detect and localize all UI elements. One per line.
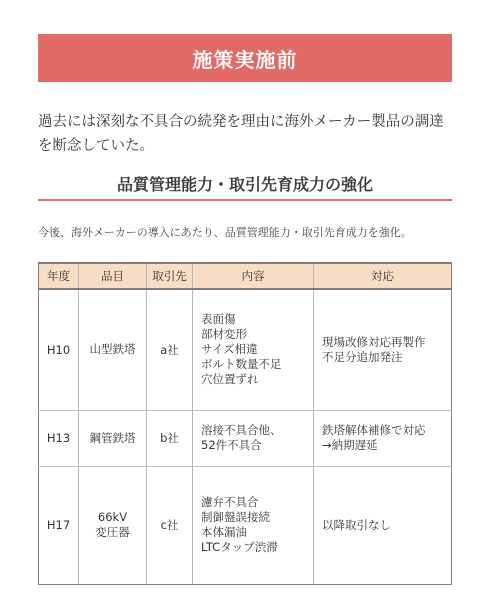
cell-response [314,289,452,410]
cell-response [314,410,452,466]
cell-year: H17 [39,466,79,584]
cell-response [314,466,452,584]
cell-content-line: 濾弁不具合 [201,495,259,509]
cell-content-line: ボルト数量不足 [201,357,282,372]
header-response: 対応 [314,263,452,289]
cell-content-line: LTCタップ渋滞 [201,540,278,554]
table-header-row [39,263,452,289]
header-year: 年度 [39,263,79,289]
cell-item [79,289,147,410]
section-banner: 施策実施前 [38,34,452,82]
cell-response-line: 鉄塔解体補修で対応 [322,423,426,437]
cell-response-line: 以降取引なし [322,517,391,532]
cell-vendor: c社 [147,466,193,584]
header-vendor: 取引先 [147,263,193,289]
cell-item-line: 鋼管鉄塔 [89,430,136,445]
cell-content [193,410,314,466]
cell-item-line: 変圧器 [95,525,130,539]
subheading-underline [38,199,452,201]
cell-content-line: 本体漏油 [201,525,247,539]
cell-response-line: →納期遅延 [322,438,378,452]
cell-content-line: 穴位置ずれ [201,372,259,387]
intro-paragraph: 過去には深刻な不具合の続発を理由に海外メーカー製品の調達を断念していた。 [38,114,444,154]
issues-table [38,262,452,585]
table-row [39,289,452,410]
cell-content-line: 溶接不具合他、 [201,423,282,437]
cell-item-line: 山型鉄塔 [89,342,136,357]
cell-vendor: a社 [147,289,193,410]
cell-year: H10 [39,289,79,410]
header-item: 品目 [79,263,147,289]
cell-vendor: b社 [147,410,193,466]
cell-item-line: 66kV [97,510,128,524]
cell-response-line: 不足分追加発注 [322,349,403,364]
note-text: 今後、海外メーカーの導入にあたり、品質管理能力・取引先育成力を強化。 [38,226,412,239]
table-row [39,466,452,584]
cell-content [193,289,314,410]
cell-content-line: 部材変形 [201,327,247,342]
cell-item [79,410,147,466]
subheading: 品質管理能力・取引先育成力の強化 [116,175,373,194]
cell-response-line: 現場改修対応再製作 [322,334,426,349]
table-row [39,410,452,466]
cell-content [193,466,314,584]
cell-item [79,466,147,584]
cell-content-line: 表面傷 [201,312,236,327]
cell-content-line: サイズ相違 [201,342,258,357]
cell-content-line: 制御盤誤接続 [201,510,270,524]
cell-year: H13 [39,410,79,466]
cell-content-line: 52件不具合 [201,438,262,452]
header-content: 内容 [193,263,314,289]
